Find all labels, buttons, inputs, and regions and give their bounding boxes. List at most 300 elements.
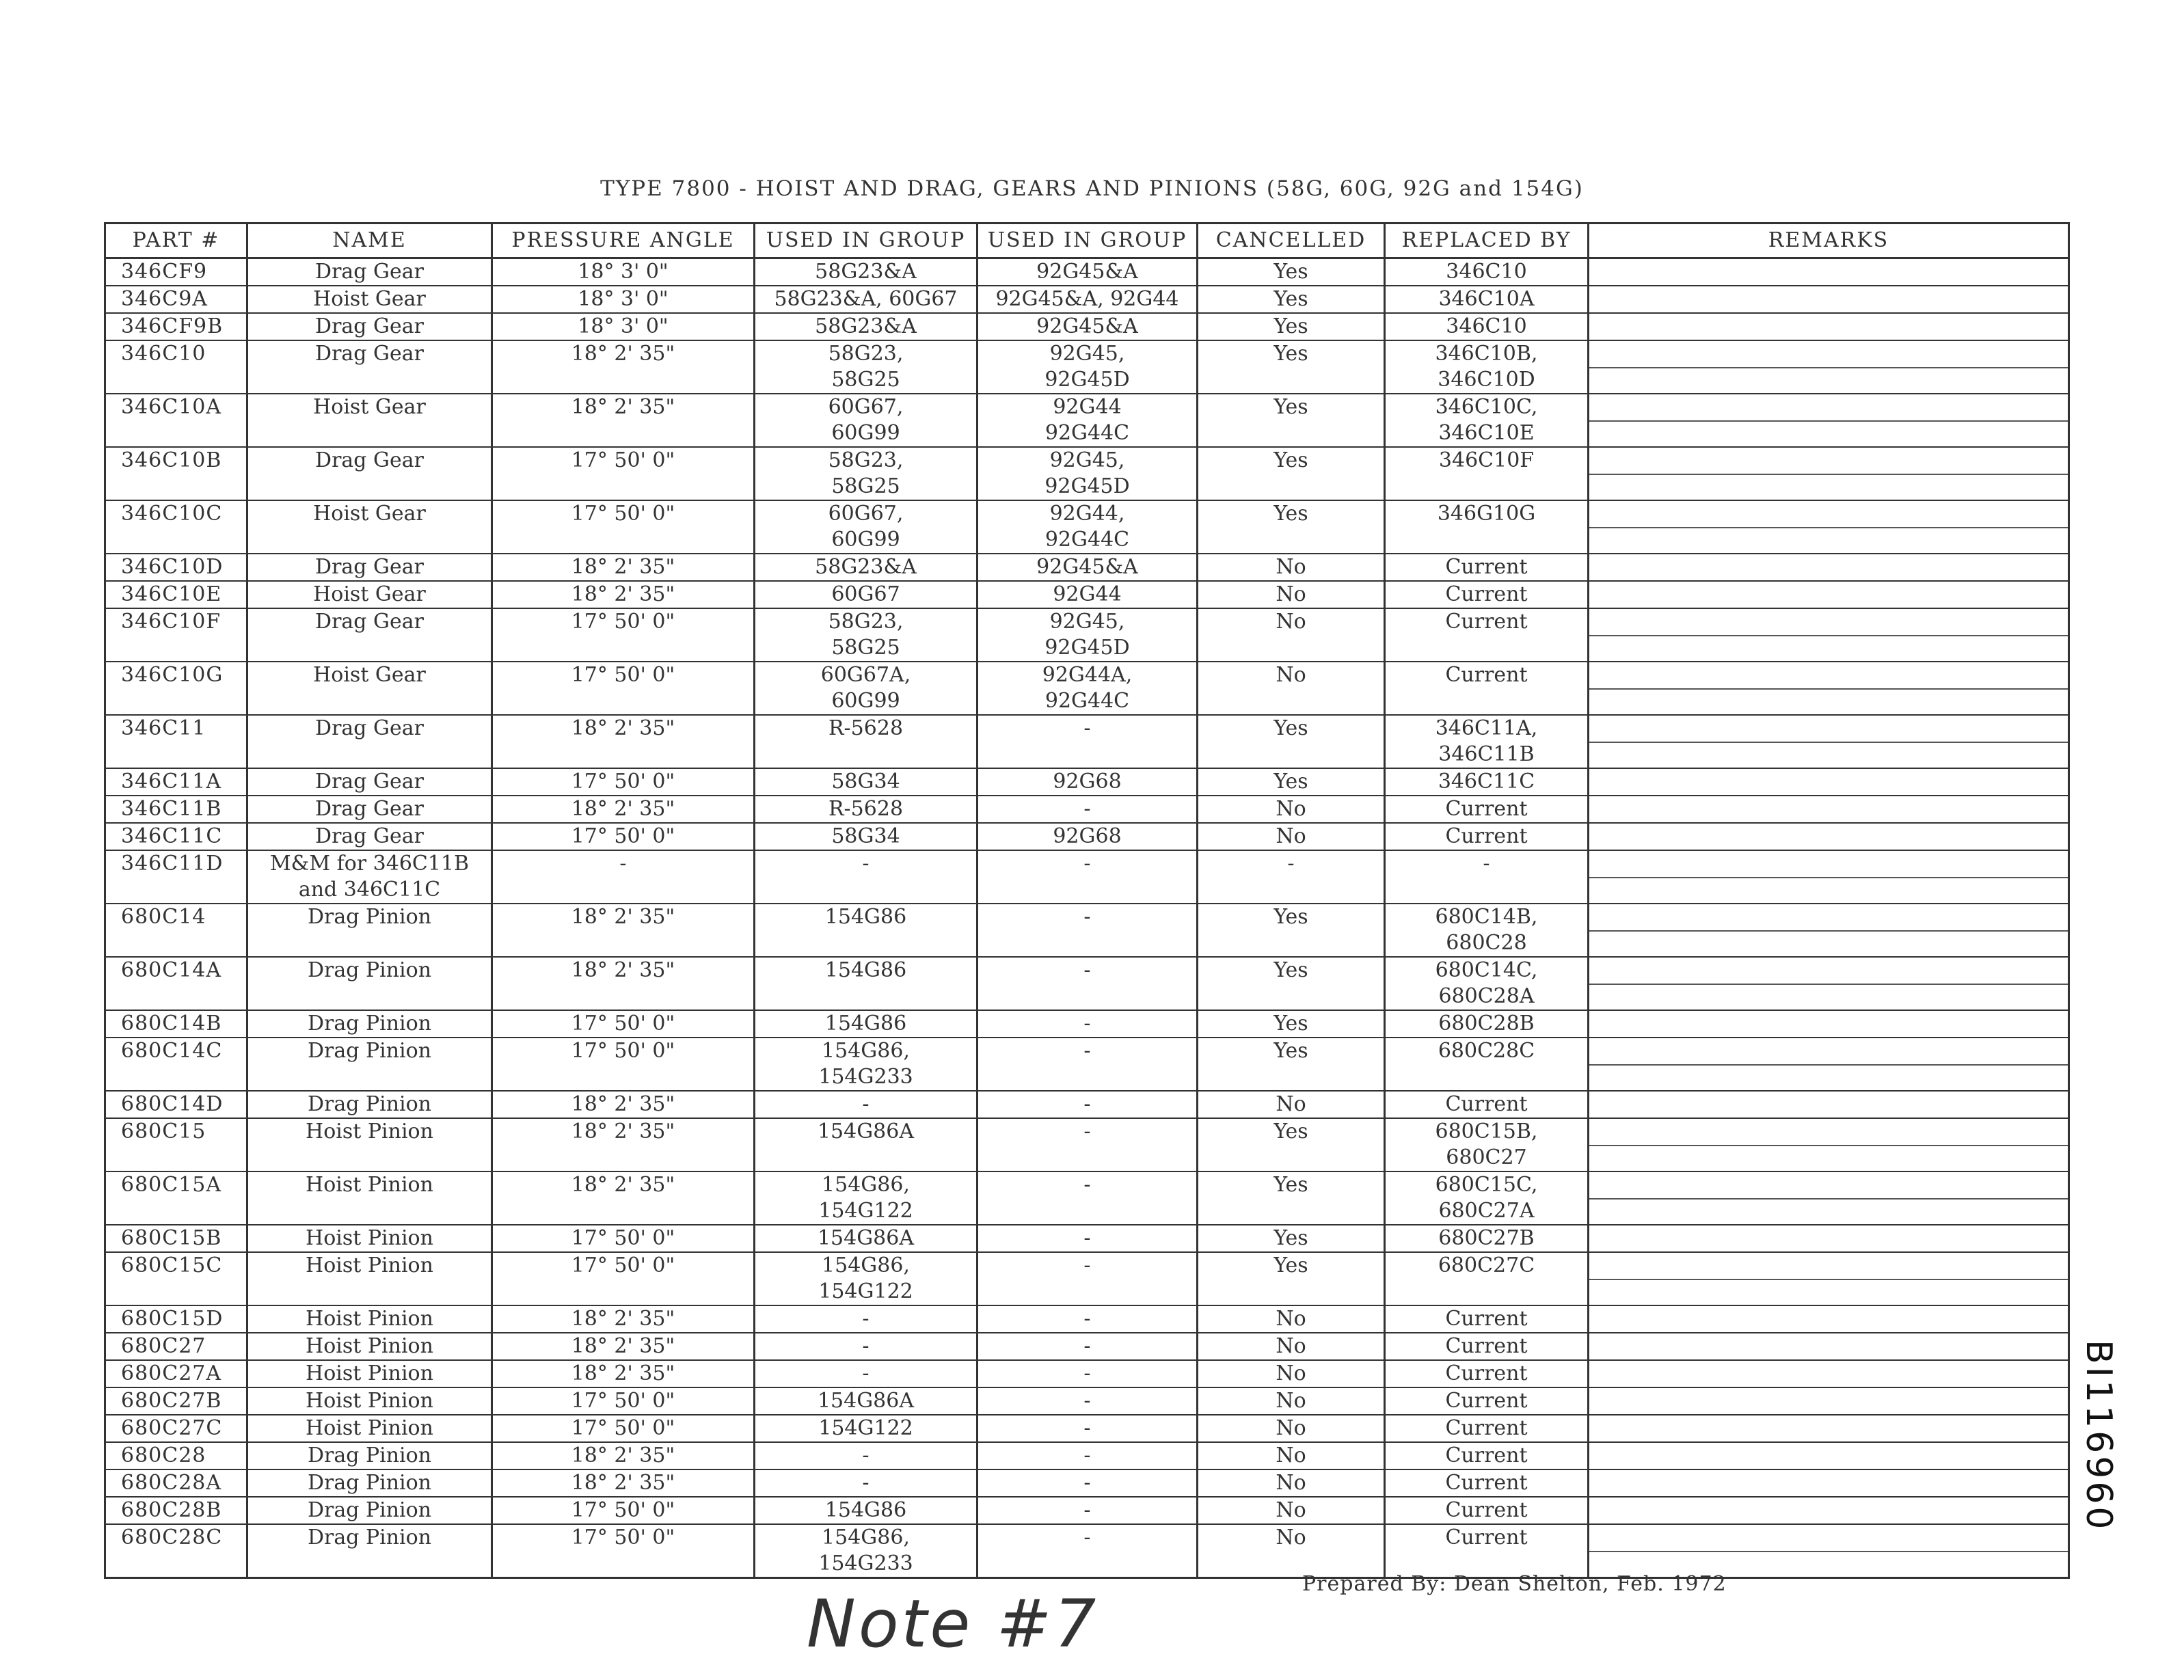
cell-name <box>247 340 492 394</box>
cell-cancelled <box>1198 1469 1385 1497</box>
remarks-rule <box>1589 527 2068 528</box>
cell-remarks <box>1589 1415 2069 1442</box>
cell-line: 92G44, <box>1049 502 1125 526</box>
cell-used-in-group-1 <box>755 1171 978 1225</box>
cell-line: 17° 50' 0" <box>571 1039 675 1063</box>
cell-used-in-group-2 <box>978 1524 1198 1578</box>
cell-pressure-angle <box>492 581 755 608</box>
cell-line: 346C10A <box>121 395 222 419</box>
cell-line: No <box>1276 1471 1306 1495</box>
cell-line: 17° 50' 0" <box>571 448 675 472</box>
cell-line: 346C10F <box>121 610 221 634</box>
cell-part <box>105 850 247 904</box>
cell-replaced-by <box>1385 313 1589 340</box>
cell-replaced-by <box>1385 1010 1589 1038</box>
cell-part <box>105 1091 247 1118</box>
cell-line: - <box>1083 1526 1091 1549</box>
cell-part <box>105 1524 247 1578</box>
cell-line: - <box>1083 1012 1091 1035</box>
cell-part <box>105 1305 247 1333</box>
cell-used-in-group-1 <box>755 1442 978 1469</box>
cell-cancelled <box>1198 1091 1385 1118</box>
cell-used-in-group-2 <box>978 554 1198 581</box>
cell-pressure-angle <box>492 1252 755 1305</box>
cell-part <box>105 447 247 500</box>
cell-line: - <box>1083 797 1091 821</box>
cell-pressure-angle <box>492 1091 755 1118</box>
cell-line: 680C27 <box>121 1334 206 1358</box>
cell-used-in-group-1 <box>755 1010 978 1038</box>
cell-part <box>105 581 247 608</box>
cell-line: Yes <box>1273 287 1308 311</box>
cell-line: 18° 2' 35" <box>571 1361 675 1385</box>
cell-line: 18° 2' 35" <box>571 1120 675 1143</box>
cell-used-in-group-2 <box>978 1387 1198 1415</box>
cell-cancelled <box>1198 286 1385 313</box>
cell-line: Drag Pinion <box>307 1471 432 1495</box>
cell-line: Drag Pinion <box>307 958 432 982</box>
cell-replaced-by <box>1385 1360 1589 1387</box>
cell-line: 680C28C <box>1438 1039 1535 1063</box>
cell-replaced-by <box>1385 1387 1589 1415</box>
cell-name <box>247 823 492 850</box>
cell-used-in-group-1 <box>755 394 978 447</box>
cell-line: Drag Pinion <box>307 1444 432 1467</box>
cell-name <box>247 1360 492 1387</box>
cell-cancelled <box>1198 850 1385 904</box>
cell-cancelled <box>1198 1010 1385 1038</box>
cell-replaced-by <box>1385 1305 1589 1333</box>
cell-part <box>105 1497 247 1524</box>
cell-line: No <box>1276 663 1306 687</box>
cell-line: 154G86, <box>822 1173 910 1197</box>
cell-line: Hoist Pinion <box>306 1416 433 1440</box>
cell-line: 680C15C <box>121 1254 223 1277</box>
cell-name <box>247 394 492 447</box>
cell-line: 346C10E <box>121 582 222 606</box>
cell-line: 58G25 <box>831 636 900 660</box>
cell-line: 680C28A <box>1438 984 1535 1008</box>
cell-pressure-angle <box>492 823 755 850</box>
cell-line: 680C28 <box>1446 931 1527 955</box>
cell-remarks <box>1589 313 2069 340</box>
cell-name <box>247 1091 492 1118</box>
cell-line: Hoist Gear <box>313 582 426 606</box>
cell-remarks <box>1589 500 2069 554</box>
cell-cancelled <box>1198 715 1385 768</box>
cell-line: 18° 2' 35" <box>571 1307 675 1331</box>
cell-replaced-by <box>1385 286 1589 313</box>
cell-line: 680C15A <box>121 1173 222 1197</box>
cell-line: 680C28C <box>121 1526 223 1549</box>
table-row <box>105 554 2069 581</box>
cell-line: 60G99 <box>831 421 900 445</box>
cell-part <box>105 1415 247 1442</box>
cell-line: - <box>1083 1120 1091 1143</box>
cell-pressure-angle <box>492 768 755 796</box>
table-row <box>105 904 2069 957</box>
remarks-rule <box>1589 1279 2068 1280</box>
cell-line: 92G45, <box>1049 342 1125 366</box>
cell-line: 92G45&A <box>1036 555 1138 579</box>
cell-line: - <box>862 1092 869 1116</box>
cell-replaced-by <box>1385 1442 1589 1469</box>
remarks-rule <box>1589 688 2068 690</box>
cell-line: Yes <box>1273 958 1308 982</box>
cell-line: No <box>1276 610 1306 634</box>
cell-line: Hoist Pinion <box>306 1120 433 1143</box>
cell-name <box>247 957 492 1010</box>
cell-line: 92G44C <box>1044 689 1130 713</box>
cell-used-in-group-1 <box>755 1118 978 1171</box>
cell-pressure-angle <box>492 904 755 957</box>
cell-pressure-angle <box>492 1118 755 1171</box>
cell-used-in-group-1 <box>755 1497 978 1524</box>
cell-remarks <box>1589 1010 2069 1038</box>
cell-line: 154G86A <box>817 1389 915 1413</box>
cell-cancelled <box>1198 500 1385 554</box>
table-row <box>105 1225 2069 1252</box>
cell-line: - <box>1083 1039 1091 1063</box>
cell-line: Drag Pinion <box>307 1526 432 1549</box>
cell-remarks <box>1589 258 2069 286</box>
cell-line: Yes <box>1273 1120 1308 1143</box>
cell-cancelled <box>1198 340 1385 394</box>
cell-line: - <box>1083 716 1091 740</box>
cell-line: 58G25 <box>831 368 900 392</box>
cell-line: Drag Gear <box>315 770 424 794</box>
header-name: NAME <box>247 223 492 258</box>
cell-pressure-angle <box>492 1305 755 1333</box>
cell-replaced-by <box>1385 608 1589 662</box>
cell-used-in-group-2 <box>978 957 1198 1010</box>
cell-line: 680C27C <box>1438 1254 1535 1277</box>
cell-name <box>247 1333 492 1360</box>
cell-part <box>105 340 247 394</box>
cell-line: - <box>1083 1092 1091 1116</box>
cell-remarks <box>1589 850 2069 904</box>
table-row <box>105 286 2069 313</box>
cell-line: Yes <box>1273 716 1308 740</box>
cell-line: 92G45D <box>1044 368 1130 392</box>
cell-line: 680C15B, <box>1435 1120 1538 1143</box>
cell-line: Yes <box>1273 770 1308 794</box>
cell-pressure-angle <box>492 1415 755 1442</box>
cell-line: - <box>862 1444 869 1467</box>
cell-used-in-group-2 <box>978 823 1198 850</box>
cell-remarks <box>1589 715 2069 768</box>
cell-line: 346C11A <box>121 770 222 794</box>
cell-line: No <box>1276 1526 1306 1549</box>
cell-line: 154G86 <box>824 958 907 982</box>
cell-replaced-by <box>1385 715 1589 768</box>
cell-remarks <box>1589 340 2069 394</box>
cell-part <box>105 796 247 823</box>
cell-name <box>247 608 492 662</box>
cell-line: No <box>1276 555 1306 579</box>
cell-line: 680C15B <box>121 1226 222 1250</box>
cell-line: 18° 2' 35" <box>571 797 675 821</box>
cell-line: 680C28 <box>121 1444 206 1467</box>
cell-line: Hoist Pinion <box>306 1361 433 1385</box>
cell-line: Current <box>1445 1334 1528 1358</box>
cell-name <box>247 904 492 957</box>
cell-line: 680C14A <box>121 958 222 982</box>
cell-replaced-by <box>1385 554 1589 581</box>
cell-pressure-angle <box>492 1171 755 1225</box>
cell-line: 17° 50' 0" <box>571 1226 675 1250</box>
cell-line: 680C14B, <box>1435 905 1538 929</box>
cell-line: M&M for 346C11B <box>269 852 470 876</box>
table-row <box>105 394 2069 447</box>
document-id: BI116960 <box>2078 1340 2119 1532</box>
cell-used-in-group-2 <box>978 340 1198 394</box>
table-row <box>105 850 2069 904</box>
cell-name <box>247 768 492 796</box>
cell-line: Hoist Pinion <box>306 1226 433 1250</box>
cell-part <box>105 1333 247 1360</box>
cell-line: 680C14D <box>121 1092 224 1116</box>
cell-used-in-group-2 <box>978 258 1198 286</box>
cell-used-in-group-1 <box>755 1091 978 1118</box>
cell-line: Drag Gear <box>315 610 424 634</box>
cell-line: 680C14B <box>121 1012 222 1035</box>
cell-name <box>247 258 492 286</box>
cell-used-in-group-2 <box>978 1469 1198 1497</box>
cell-part <box>105 1360 247 1387</box>
cell-line: 17° 50' 0" <box>571 663 675 687</box>
cell-cancelled <box>1198 1415 1385 1442</box>
cell-line: 346C11 <box>121 716 206 740</box>
table-row <box>105 1038 2069 1091</box>
cell-used-in-group-1 <box>755 1415 978 1442</box>
table-row <box>105 500 2069 554</box>
table-row <box>105 662 2069 715</box>
cell-line: 680C27B <box>121 1389 222 1413</box>
cell-line: and 346C11C <box>298 878 441 902</box>
cell-used-in-group-1 <box>755 258 978 286</box>
cell-part <box>105 768 247 796</box>
cell-used-in-group-2 <box>978 715 1198 768</box>
cell-line: - <box>1083 1498 1091 1522</box>
cell-name <box>247 1469 492 1497</box>
cell-remarks <box>1589 1305 2069 1333</box>
cell-line: 346C9A <box>121 287 208 311</box>
remarks-rule <box>1589 635 2068 636</box>
cell-line: 346C11C <box>121 824 223 848</box>
cell-cancelled <box>1198 1442 1385 1469</box>
cell-line: Hoist Pinion <box>306 1307 433 1331</box>
cell-part <box>105 1118 247 1171</box>
cell-remarks <box>1589 1442 2069 1469</box>
cell-used-in-group-2 <box>978 904 1198 957</box>
cell-pressure-angle <box>492 1524 755 1578</box>
cell-line: 346C10B, <box>1435 342 1538 366</box>
cell-line: 18° 2' 35" <box>571 958 675 982</box>
cell-line: 346C11B <box>1438 742 1535 766</box>
cell-line: 18° 2' 35" <box>571 582 675 606</box>
cell-used-in-group-1 <box>755 447 978 500</box>
cell-name <box>247 1442 492 1469</box>
cell-used-in-group-2 <box>978 1305 1198 1333</box>
cell-pressure-angle <box>492 850 755 904</box>
cell-replaced-by <box>1385 662 1589 715</box>
cell-name <box>247 581 492 608</box>
cell-line: Drag Pinion <box>307 1012 432 1035</box>
cell-remarks <box>1589 581 2069 608</box>
cell-line: - <box>1083 1307 1091 1331</box>
cell-used-in-group-1 <box>755 1252 978 1305</box>
cell-line: 92G45D <box>1044 474 1130 498</box>
cell-line: 154G233 <box>818 1065 913 1089</box>
cell-pressure-angle <box>492 554 755 581</box>
prepared-by: Prepared By: Dean Shelton, Feb. 1972 <box>1302 1572 1727 1596</box>
cell-line: 92G45, <box>1049 448 1125 472</box>
cell-name <box>247 1010 492 1038</box>
table-row <box>105 1524 2069 1578</box>
cell-pressure-angle <box>492 394 755 447</box>
cell-used-in-group-2 <box>978 1442 1198 1469</box>
cell-line: - <box>862 1334 869 1358</box>
cell-line: 18° 2' 35" <box>571 1444 675 1467</box>
cell-line: 154G122 <box>818 1279 913 1303</box>
table-row <box>105 1333 2069 1360</box>
cell-line: Drag Pinion <box>307 1498 432 1522</box>
cell-line: Yes <box>1273 260 1308 284</box>
cell-used-in-group-1 <box>755 1333 978 1360</box>
cell-remarks <box>1589 1524 2069 1578</box>
cell-replaced-by <box>1385 394 1589 447</box>
cell-line: - <box>1083 852 1091 876</box>
cell-line: Current <box>1445 1361 1528 1385</box>
cell-cancelled <box>1198 1524 1385 1578</box>
cell-part <box>105 1225 247 1252</box>
cell-line: Hoist Pinion <box>306 1389 433 1413</box>
cell-pressure-angle <box>492 258 755 286</box>
cell-line: 17° 50' 0" <box>571 1498 675 1522</box>
cell-line: Yes <box>1273 905 1308 929</box>
cell-line: 60G67A, <box>820 663 911 687</box>
cell-pressure-angle <box>492 340 755 394</box>
cell-line: 60G67 <box>831 582 900 606</box>
cell-name <box>247 1252 492 1305</box>
cell-line: 60G99 <box>831 528 900 552</box>
cell-name <box>247 850 492 904</box>
cell-line: 346C10G <box>121 663 224 687</box>
header-cancelled: CANCELLED <box>1198 223 1385 258</box>
cell-remarks <box>1589 608 2069 662</box>
handwritten-note: Note #7 <box>807 1586 1099 1662</box>
cell-used-in-group-2 <box>978 1252 1198 1305</box>
cell-cancelled <box>1198 1497 1385 1524</box>
cell-line: Yes <box>1273 502 1308 526</box>
cell-line: 18° 2' 35" <box>571 1092 675 1116</box>
table-row <box>105 608 2069 662</box>
cell-name <box>247 662 492 715</box>
cell-used-in-group-1 <box>755 768 978 796</box>
cell-part <box>105 313 247 340</box>
cell-line: 680C14C <box>121 1039 223 1063</box>
table-row <box>105 313 2069 340</box>
cell-line: Current <box>1445 1498 1528 1522</box>
cell-line: Drag Gear <box>315 824 424 848</box>
cell-line: Yes <box>1273 395 1308 419</box>
cell-remarks <box>1589 662 2069 715</box>
cell-line: R-5628 <box>828 716 904 740</box>
cell-line: - <box>1083 1254 1091 1277</box>
cell-part <box>105 715 247 768</box>
cell-used-in-group-2 <box>978 608 1198 662</box>
cell-used-in-group-2 <box>978 394 1198 447</box>
cell-line: 680C27A <box>121 1361 222 1385</box>
header-pressure-angle: PRESSURE ANGLE <box>492 223 755 258</box>
cell-line: Drag Gear <box>315 314 424 338</box>
cell-line: 17° 50' 0" <box>571 824 675 848</box>
cell-line: 17° 50' 0" <box>571 502 675 526</box>
cell-line: 92G45D <box>1044 636 1130 660</box>
remarks-rule <box>1589 742 2068 743</box>
cell-line: 154G86 <box>824 1012 907 1035</box>
header-remarks: REMARKS <box>1589 223 2069 258</box>
cell-line: Drag Gear <box>315 716 424 740</box>
cell-name <box>247 286 492 313</box>
cell-part <box>105 258 247 286</box>
cell-used-in-group-2 <box>978 1360 1198 1387</box>
table-row <box>105 715 2069 768</box>
cell-line: 154G86, <box>822 1039 910 1063</box>
cell-used-in-group-1 <box>755 1360 978 1387</box>
cell-line: - <box>862 852 869 876</box>
cell-line: Yes <box>1273 1226 1308 1250</box>
cell-used-in-group-2 <box>978 662 1198 715</box>
cell-line <box>759 742 972 768</box>
cell-remarks <box>1589 1171 2069 1225</box>
cell-used-in-group-1 <box>755 1469 978 1497</box>
cell-line: - <box>1083 1173 1091 1197</box>
cell-replaced-by <box>1385 1252 1589 1305</box>
cell-remarks <box>1589 1225 2069 1252</box>
cell-cancelled <box>1198 1333 1385 1360</box>
cell-used-in-group-2 <box>978 1225 1198 1252</box>
cell-line: - <box>1083 958 1091 982</box>
table-row <box>105 796 2069 823</box>
cell-cancelled <box>1198 394 1385 447</box>
cell-used-in-group-1 <box>755 823 978 850</box>
cell-used-in-group-1 <box>755 662 978 715</box>
cell-pressure-angle <box>492 1469 755 1497</box>
remarks-rule <box>1589 1551 2068 1552</box>
cell-line: Current <box>1445 1416 1528 1440</box>
cell-replaced-by <box>1385 340 1589 394</box>
cell-cancelled <box>1198 1038 1385 1091</box>
cell-pressure-angle <box>492 447 755 500</box>
cell-line: 346C11A, <box>1435 716 1538 740</box>
cell-line: Yes <box>1273 1012 1308 1035</box>
cell-line: 346CF9 <box>121 260 208 284</box>
cell-line: 154G86A <box>817 1120 915 1143</box>
table-body <box>105 258 2069 1578</box>
table-row <box>105 768 2069 796</box>
cell-line: 18° 2' 35" <box>571 1334 675 1358</box>
cell-name <box>247 447 492 500</box>
cell-line: No <box>1276 1334 1306 1358</box>
cell-line: 346C11B <box>121 797 222 821</box>
remarks-rule <box>1589 420 2068 422</box>
cell-used-in-group-1 <box>755 1305 978 1333</box>
table-row <box>105 1360 2069 1387</box>
cell-used-in-group-2 <box>978 1171 1198 1225</box>
cell-name <box>247 1118 492 1171</box>
